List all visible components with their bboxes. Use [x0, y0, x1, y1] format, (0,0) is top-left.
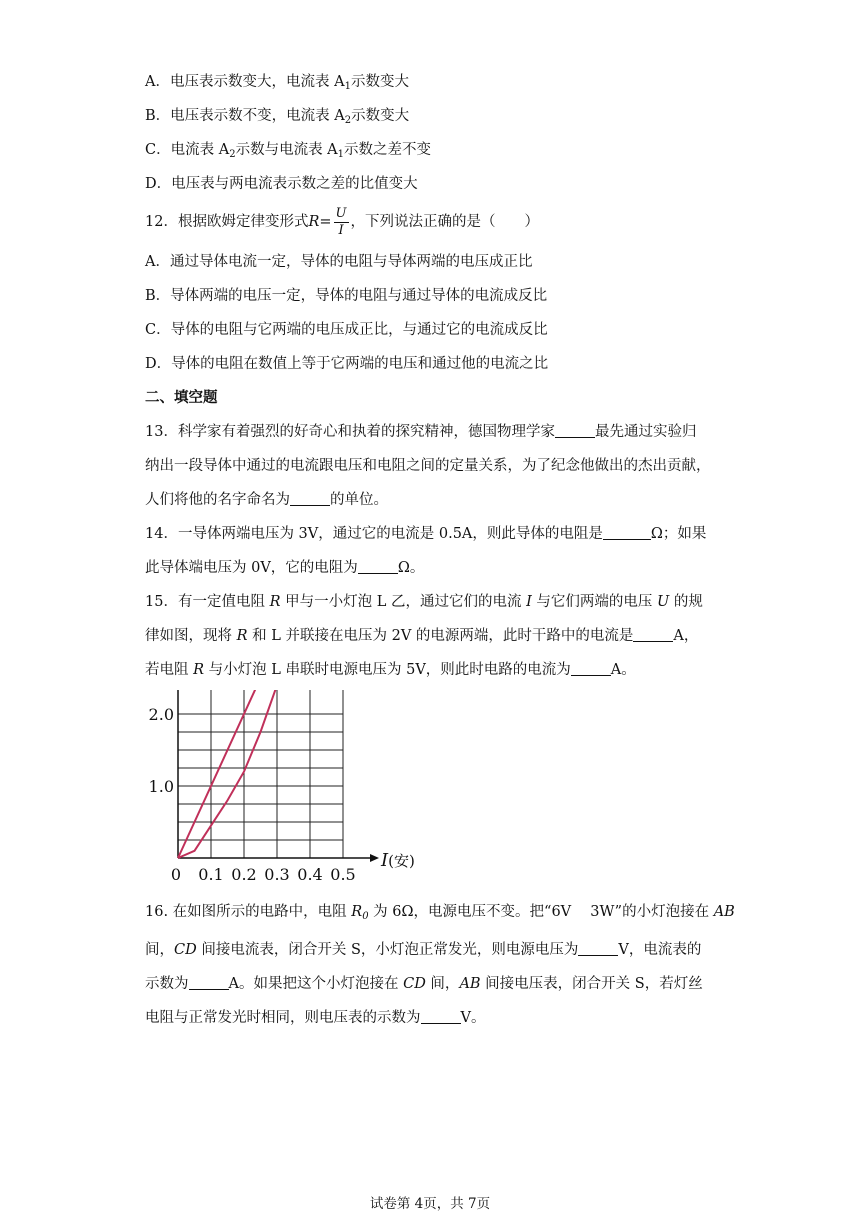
x-tick-label: 0.3	[264, 865, 290, 884]
subscript: 2	[229, 149, 236, 160]
x-tick-label: 0.1	[198, 865, 224, 884]
q15-line3	[145, 660, 636, 680]
grid	[178, 690, 343, 858]
variable-r: R	[269, 594, 281, 610]
q11-option-a	[145, 72, 409, 92]
answer-blank[interactable]	[578, 941, 618, 956]
question-text: 12．根据欧姆定律变形式	[145, 214, 309, 230]
question-text: 与小灯泡 L 串联时电源电压为 5V，则此时电路的电流为	[204, 662, 571, 678]
q15-line2	[145, 626, 698, 646]
subscript: 1	[344, 81, 351, 92]
question-text: 与它们两端的电压	[531, 594, 658, 610]
variable-ab: AB	[713, 904, 735, 920]
option-text: 电流表 A	[170, 142, 230, 158]
variable-i: I	[526, 594, 532, 610]
question-text: Ω。	[397, 560, 425, 576]
answer-blank[interactable]	[603, 525, 651, 540]
labels	[149, 690, 415, 884]
option-text: 示数变大	[351, 108, 410, 124]
x-tick-label: 0.4	[297, 865, 323, 884]
q12-option-c: C．导体的电阻与它两端的电压成正比，与通过它的电流成反比	[145, 322, 548, 338]
q16-line1	[145, 902, 735, 922]
q12-option-b: B．导体两端的电压一定，导体的电阻与通过导体的电流成反比	[145, 288, 548, 304]
ui-graph	[140, 690, 450, 890]
question-text: 和 L 并联接在电压为 2V 的电源两端，此时干路中的电流是	[247, 628, 634, 644]
question-text: 律如图，现将	[145, 628, 237, 644]
q11-option-d	[145, 174, 418, 194]
x-axis-variable: I	[381, 850, 389, 871]
q15-line1	[145, 592, 703, 612]
q14-line1	[145, 524, 706, 544]
question-text: Ω；如果	[650, 526, 707, 542]
question-text: 甲与一小灯泡 L 乙，通过它们的电流	[280, 594, 527, 610]
variable-r0: R	[351, 904, 363, 920]
question-text: 此导体端电压为 0V，它的电阻为	[145, 560, 358, 576]
q12-option-a: A．通过导体电流一定，导体的电阻与导体两端的电压成正比	[145, 254, 533, 270]
answer-blank[interactable]	[290, 491, 330, 506]
q16-line4	[145, 1008, 485, 1028]
option-letter: A．	[145, 74, 170, 90]
answer-blank[interactable]	[189, 975, 229, 990]
question-text: 16. 在如图所示的电路中，电阻	[145, 904, 352, 920]
formula-variable: R	[308, 214, 320, 230]
option-letter: B．	[145, 108, 171, 124]
answer-blank[interactable]	[421, 1009, 461, 1024]
fraction-numerator: U	[335, 205, 347, 221]
option-text: 示数变大	[350, 74, 409, 90]
y-tick-label: 2.0	[148, 705, 174, 724]
subscript: 0	[362, 911, 369, 922]
origin-label: 0	[170, 865, 182, 884]
option-text: 电压表示数不变，电流表 A	[170, 108, 345, 124]
answer-blank[interactable]	[555, 423, 595, 438]
x-tick-label: 0.2	[231, 865, 257, 884]
option-text: 电压表示数变大，电流表 A	[169, 74, 345, 90]
answer-blank[interactable]	[358, 559, 398, 574]
answer-blank[interactable]	[571, 661, 611, 676]
question-text: A。如果把这个小灯泡接在	[228, 976, 404, 992]
section-heading: 二、填空题	[145, 390, 218, 406]
q13-line2: 纳出一段导体中通过的电流跟电压和电阻之间的定量关系，为了纪念他做出的杰出贡献，	[145, 458, 711, 474]
option-letter: C．	[145, 142, 171, 158]
question-text: 电阻与正常发光时相同，则电压表的示数为	[145, 1010, 421, 1026]
option-text: 电压表与两电流表示数之差的比值变大	[171, 176, 418, 192]
y-tick-label: 1.0	[148, 777, 174, 796]
variable-cd: CD	[174, 942, 197, 958]
q14-line2	[145, 558, 424, 578]
question-text: 人们将他的名字命名为	[145, 492, 290, 508]
formula-equals: =	[319, 214, 332, 230]
formula-fraction	[334, 206, 349, 239]
q12-option-d: D．导体的电阻在数值上等于它两端的电压和通过他的电流之比	[145, 356, 549, 372]
variable-r: R	[193, 662, 205, 678]
answer-blank[interactable]	[633, 627, 673, 642]
question-text: A，	[673, 628, 699, 644]
q16-line3	[145, 974, 703, 994]
question-text: V，电流表的	[618, 942, 702, 958]
subscript: 1	[337, 149, 345, 160]
q13-line1	[145, 422, 696, 442]
option-text: 示数之差不变	[344, 142, 432, 158]
variable-cd: CD	[403, 976, 426, 992]
question-text: 为 6Ω，电源电压不变。把“6V 3W”的小灯泡接在	[368, 904, 714, 920]
fraction-denominator: I	[338, 222, 344, 238]
variable-ab: AB	[459, 976, 481, 992]
q12-stem	[145, 204, 539, 240]
q11-option-c	[145, 140, 431, 160]
question-text: 若电阻	[145, 662, 194, 678]
question-text: 间接电流表，闭合开关 S，小灯泡正常发光，则电源电压为	[196, 942, 579, 958]
question-text: 13．科学家有着强烈的好奇心和执着的探究精神，德国物理学家	[145, 424, 555, 440]
question-text: 示数为	[145, 976, 189, 992]
q16-line2	[145, 940, 701, 960]
option-text: 示数与电流表 A	[235, 142, 338, 158]
question-text: 间，	[425, 976, 460, 992]
x-axis-arrow	[370, 854, 379, 862]
option-letter: D．	[145, 176, 172, 192]
question-text: V。	[460, 1010, 486, 1026]
variable-u: U	[657, 594, 670, 610]
subscript: 2	[344, 115, 352, 126]
question-text: 14．一导体两端电压为 3V，通过它的电流是 0.5A，则此导体的电阻是	[145, 526, 603, 542]
question-text: 15．有一定值电阻	[145, 594, 270, 610]
question-text: A。	[610, 662, 636, 678]
q13-line3	[145, 490, 388, 510]
question-text: 最先通过实验归	[594, 424, 697, 440]
question-text: 间接电压表，闭合开关 S，若灯丝	[480, 976, 703, 992]
question-text: 的规	[669, 594, 703, 610]
question-text: 间，	[145, 942, 174, 958]
variable-r: R	[236, 628, 248, 644]
question-text: ，下列说法正确的是（ ）	[350, 214, 539, 230]
q11-option-b	[145, 106, 409, 126]
x-axis-label	[380, 850, 415, 871]
x-tick-label: 0.5	[330, 865, 356, 884]
question-text: 的单位。	[330, 492, 388, 508]
x-axis-unit: (安)	[388, 852, 415, 870]
page-footer: 试卷第 4页，共 7页	[369, 1196, 491, 1212]
